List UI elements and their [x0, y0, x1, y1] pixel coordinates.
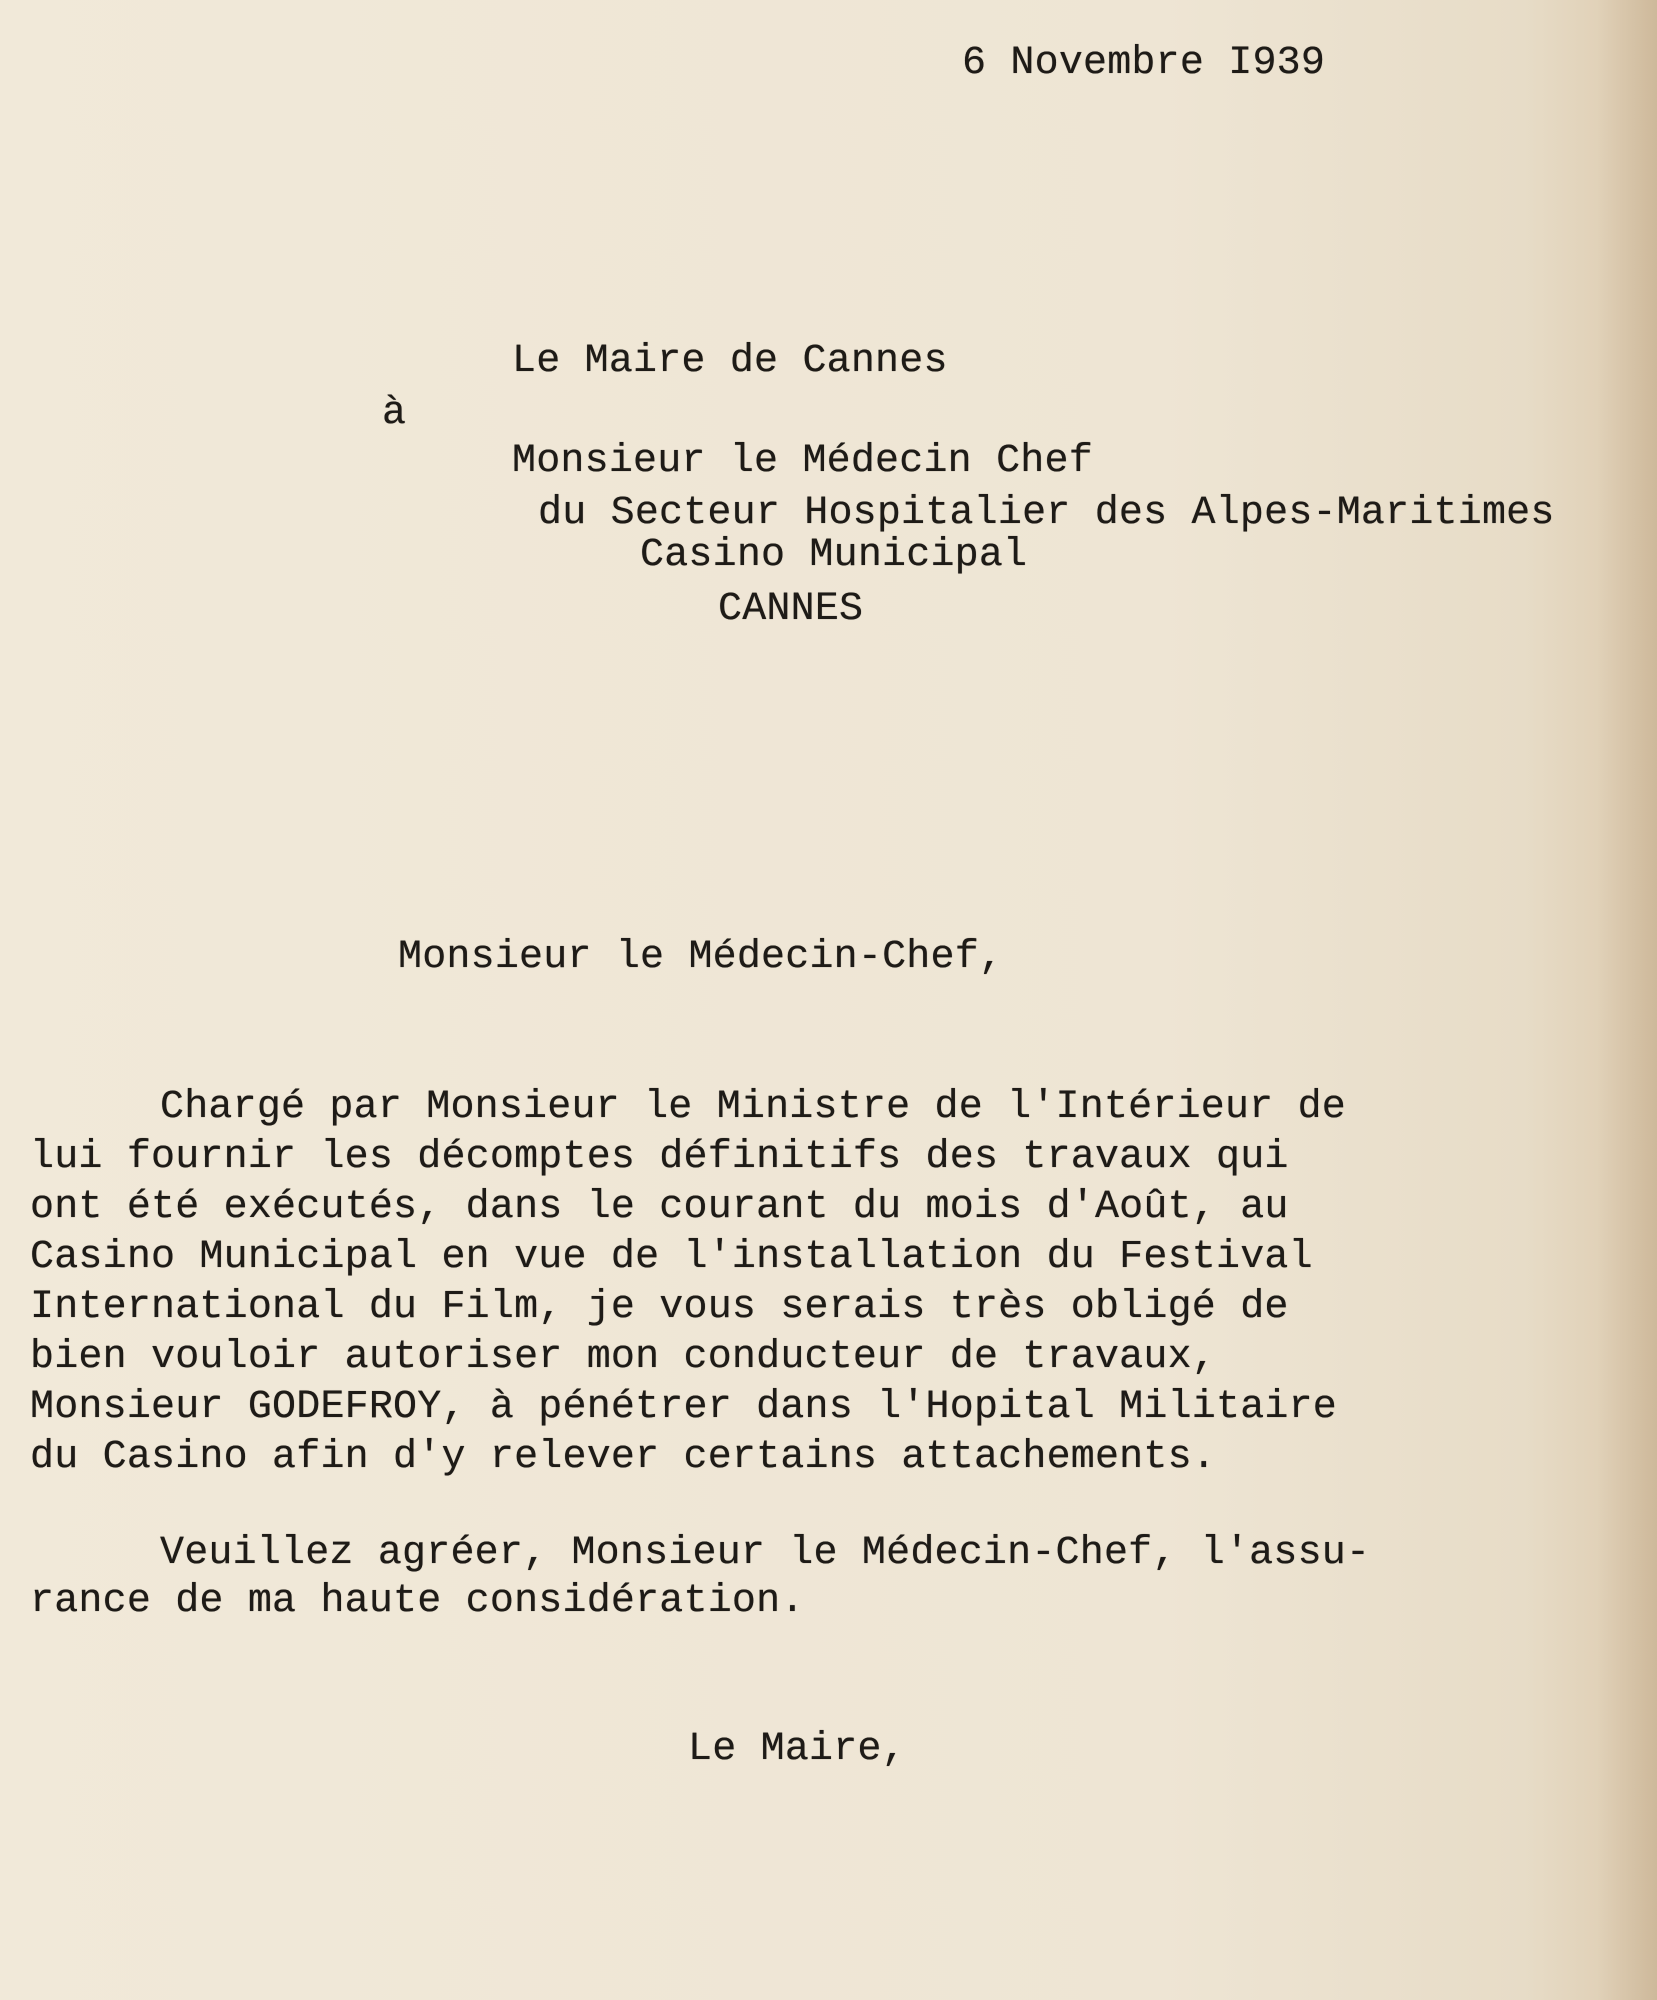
recipient-line-4: CANNES [718, 587, 864, 632]
closing-line-2: rance de ma haute considération. [30, 1579, 805, 1624]
body-line-6: bien vouloir autoriser mon conducteur de travaux, [30, 1335, 1216, 1380]
body-line-8: du Casino afin d'y relever certains attachements. [30, 1435, 1216, 1480]
paper-edge-shadow [1597, 0, 1657, 2000]
recipient-line-2: du Secteur Hospitalier des Alpes-Maritimes [538, 491, 1555, 536]
sender-line: Le Maire de Cannes [512, 339, 948, 384]
body-line-2: lui fournir les décomptes définitifs des travaux qui [30, 1135, 1289, 1180]
body-line-5: International du Film, je vous serais très obligé de [30, 1285, 1289, 1330]
letter-date: 6 Novembre I939 [962, 41, 1326, 86]
addressee-preposition: à [382, 391, 407, 436]
salutation: Monsieur le Médecin-Chef, [398, 935, 1004, 980]
recipient-line-1: Monsieur le Médecin Chef [512, 439, 1093, 484]
signature: Le Maire, [688, 1727, 906, 1772]
body-line-3: ont été exécutés, dans le courant du mois d'Août, au [30, 1185, 1289, 1230]
recipient-line-3: Casino Municipal [640, 533, 1028, 578]
closing-line-1: Veuillez agréer, Monsieur le Médecin-Chef, l'assu- [160, 1531, 1371, 1576]
body-line-1: Chargé par Monsieur le Ministre de l'Intérieur de [160, 1085, 1346, 1130]
body-line-7: Monsieur GODEFROY, à pénétrer dans l'Hopital Militaire [30, 1385, 1338, 1430]
body-line-4: Casino Municipal en vue de l'installation du Festival [30, 1235, 1313, 1280]
